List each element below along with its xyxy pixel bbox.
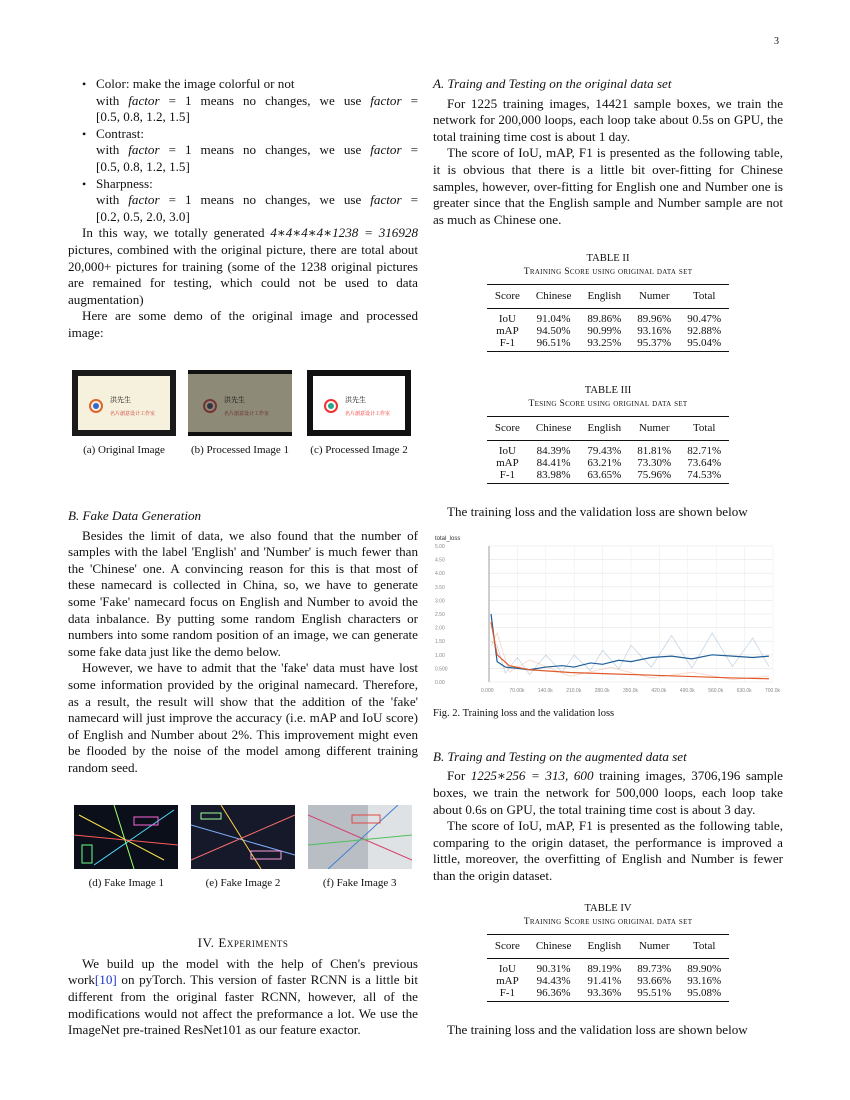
paragraph-loss-intro-1: The training loss and the validation loss are shown below xyxy=(447,503,748,519)
caption-fake-1: (d) Fake Image 1 xyxy=(88,876,165,889)
fake-image-3-thumb xyxy=(308,805,412,869)
caption-processed-1: (b) Processed Image 1 xyxy=(190,443,290,456)
card-title: 名片創意设计工作室 xyxy=(224,410,270,417)
table-label: TABLE II xyxy=(586,253,630,265)
caption-original: (a) Original Image xyxy=(83,443,165,456)
paragraph-fake-data: Besides the limit of data, we also found that the number of samples with the label 'English' and 'Number' is much fewer than the 'Chinese' one. A convincing reason for this is that most of these namecard is collected in China, so, we have to generate some 'Fake' namecard focus on English and Number to avoid the data inbalance. By putting some random English characters or numbers into some random position of an image, we can generate some fake data just like the demo below. xyxy=(68,527,418,659)
table-label: TABLE III xyxy=(584,384,632,396)
paragraph-fake-data-limits: However, we have to admit that the 'fake' data must have lost some information provided by the original namecard. Therefore, as a result, the result will show that the addition of the 'fake' namecard will just improve the accuracy (i.e. mAP and IoU score) of English and Number about 2%. This improvement might even be flooded by the noise of the model among different training random seed. xyxy=(68,660,418,775)
left-column xyxy=(68,76,418,1039)
augmentation-list xyxy=(68,76,418,225)
paragraph-loss-intro-2: The training loss and the validation loss are shown below xyxy=(447,1022,748,1038)
card-title: 名片創意设计工作室 xyxy=(345,410,391,417)
x-tick-label: 350.0k xyxy=(623,688,639,695)
table-iii-caption xyxy=(433,384,783,410)
table-ii xyxy=(433,252,783,352)
series-line-validation_smoothed xyxy=(491,622,769,679)
y-tick-label: 3.00 xyxy=(435,598,445,605)
original-image-thumb xyxy=(72,370,176,436)
caption-fake-3: (f) Fake Image 3 xyxy=(322,876,397,889)
bullet-label: Color: make the image colorful or not xyxy=(96,76,295,91)
y-tick-label: 0.00 xyxy=(435,680,445,687)
bullet-line: with factor = 1 means no changes, we use factor = xyxy=(96,92,418,108)
bullet-color xyxy=(82,76,418,126)
bullet-label: Sharpness: xyxy=(96,175,153,191)
x-tick-label: 210.0k xyxy=(566,688,582,695)
table-row: mAP 84.41% 63.21% 73.30% 73.64% xyxy=(496,456,722,469)
figure-original-processed xyxy=(68,370,418,459)
figure-fake-images xyxy=(68,805,418,892)
table-row: IoU 84.39% 79.43% 81.81% 82.71% xyxy=(498,444,722,457)
bullet-label: Contrast: xyxy=(96,125,145,141)
table-iv xyxy=(433,902,783,1002)
chart-title: total_loss xyxy=(435,536,461,543)
section-iv-title: IV. Experiments xyxy=(197,935,289,951)
card-name: 洪先生 xyxy=(110,395,131,404)
table-ii-caption xyxy=(433,252,783,278)
table-row: F-1 96.36% 93.36% 95.51% 95.08% xyxy=(487,987,729,1002)
y-tick-label: 3.50 xyxy=(435,584,445,591)
x-tick-label: 490.0k xyxy=(679,688,695,695)
card-name: 洪先生 xyxy=(224,395,245,404)
caption-fake-2: (e) Fake Image 2 xyxy=(205,876,281,889)
bullet-line: with factor = 1 means no changes, we use factor = xyxy=(96,142,418,158)
x-tick-label: 280.0k xyxy=(594,688,610,695)
x-tick-label: 420.0k xyxy=(651,688,667,695)
y-tick-label: 4.00 xyxy=(435,571,445,578)
y-tick-label: 2.00 xyxy=(435,625,445,632)
fake-image-1-thumb xyxy=(74,805,178,869)
table-title: Training Score using original data set xyxy=(523,916,693,928)
table-title: Tesing Score using original data set xyxy=(528,397,688,409)
paragraph-demo: Here are some demo of the original image and processed image: xyxy=(68,308,418,340)
table-label: TABLE IV xyxy=(584,903,632,915)
section-b-fake-data-title: B. Fake Data Generation xyxy=(68,508,202,524)
subfigure-fake-2 xyxy=(185,805,302,892)
factor-values: [0.2, 0.5, 2.0, 3.0] xyxy=(96,208,190,224)
y-tick-label: 1.00 xyxy=(435,652,445,659)
citation-link[interactable]: [10] xyxy=(94,972,117,988)
table-row: IoU 91.04% 89.86% 89.96% 90.47% xyxy=(498,312,722,325)
bullet-sharpness xyxy=(82,176,418,226)
x-tick-label: 700.0k xyxy=(765,688,781,695)
score-table: Score Chinese English Numer Total IoU 84.39% 79.43% 81.81% 82.71% mAP 84.41% 63.21% 73.30% 73.64% F-1 83.98% 63.65% 75.96% 74.53% xyxy=(487,416,729,484)
paragraph-experiments: We build up the model with the help of Chen's previous work[10] on pyTorch. This version of faster RCNN is a little bit different from the original faster RCNN, however, all of the modifications would not affect the preformance a lot. We use the ImageNet pre-trained ResNet101 as our feature exactor. xyxy=(68,955,418,1038)
subfigure-fake-1 xyxy=(68,805,185,892)
x-tick-label: 630.0k xyxy=(736,688,752,695)
caption-processed-2: (c) Processed Image 2 xyxy=(310,443,408,456)
table-iv-caption xyxy=(433,902,783,928)
loss-chart xyxy=(433,532,783,702)
paragraph-generated: In this way, we totally generated 4∗4∗4∗4∗1238 = 316928 pictures, combined with the original picture, there are total about 20,000+ pictures for training (some of the 1238 original pictures are remained for testing, which could not be used to data augmentation) xyxy=(68,225,418,307)
x-tick-label: 70.00k xyxy=(509,688,525,695)
y-tick-label: 0.500 xyxy=(435,666,448,673)
right-column xyxy=(433,76,783,1039)
table-row: IoU 90.31% 89.19% 89.73% 89.90% xyxy=(498,963,722,976)
subfigure-fake-3 xyxy=(301,805,418,892)
subfigure-processed-2 xyxy=(300,370,418,459)
subfigure-original xyxy=(68,370,180,459)
x-tick-label: 560.0k xyxy=(708,688,724,695)
score-table: Score Chinese English Numer Total IoU 91.04% 89.86% 89.96% 90.47% mAP 94.50% 90.99% 93.16% 92.88% F-1 96.51% 93.25% 95.37% 95.04% xyxy=(487,284,729,352)
score-table: Score Chinese English Numer Total IoU 90.31% 89.19% 89.73% 89.90% mAP 94.43% 91.41% 93.66% 93.16% F-1 96.36% 93.36% 95.51% 95.08% xyxy=(487,934,729,1002)
fake-image-2-thumb xyxy=(191,805,295,869)
subfigure-processed-1 xyxy=(181,370,299,459)
section-b-augmented-title: B. Traing and Testing on the augmented data set xyxy=(433,748,687,764)
bullet-contrast xyxy=(82,126,418,176)
y-tick-label: 2.50 xyxy=(435,612,445,619)
paragraph-augmented-training: For 1225∗256 = 313, 600 training images, 3706,196 sample boxes, we train the network for 500,000 loops, each loop take about 0.6s on GPU, the total training time cost is about 3 day. xyxy=(433,768,783,817)
card-name: 洪先生 xyxy=(345,395,366,404)
table-row: mAP 94.50% 90.99% 93.16% 92.88% xyxy=(496,324,722,337)
processed-image-2-thumb xyxy=(307,370,411,436)
x-tick-label: 0.000 xyxy=(481,688,494,695)
processed-image-1-thumb xyxy=(188,370,292,436)
card-title: 名片創意设计工作室 xyxy=(110,410,156,417)
x-tick-label: 140.0k xyxy=(537,688,553,695)
factor-values: [0.5, 0.8, 1.2, 1.5] xyxy=(96,158,190,174)
paragraph-score-discussion: The score of IoU, mAP, F1 is presented as the following table, it is obvious that there is a little bit over-fitting for Chinese samples, however, over-fitting for English one and Number one is greater since that the English sample and Number sample are not as much as Chinese one. xyxy=(433,145,783,227)
section-a-title: A. Traing and Testing on the original data set xyxy=(433,76,672,91)
table-row: F-1 83.98% 63.65% 75.96% 74.53% xyxy=(487,469,729,484)
bullet-line: with factor = 1 means no changes, we use factor = xyxy=(96,192,418,208)
page-number: 3 xyxy=(774,36,779,47)
y-tick-label: 1.50 xyxy=(435,639,445,646)
table-row: mAP 94.43% 91.41% 93.66% 93.16% xyxy=(496,975,722,988)
table-row: F-1 96.51% 93.25% 95.37% 95.04% xyxy=(487,337,729,352)
table-iii xyxy=(433,384,783,484)
y-tick-label: 5.00 xyxy=(435,544,445,551)
factor-values: [0.5, 0.8, 1.2, 1.5] xyxy=(96,109,190,125)
table-title: Training Score using original data set xyxy=(523,266,693,278)
paragraph-augmented-score: The score of IoU, mAP, F1 is presented as the following table, comparing to the origin dataset, the performance is improved a little, moreover, the overfitting of English and Number is fewer than the origin dataset. xyxy=(433,818,783,883)
paragraph-original-training: For 1225 training images, 14421 sample boxes, we train the network for 200,000 loops, each loop take about 0.5s on GPU, the total training time cost is about 1 day. xyxy=(433,95,783,144)
y-tick-label: 4.50 xyxy=(435,557,445,564)
figure-2-caption: Fig. 2. Training loss and the validation loss xyxy=(433,708,615,720)
